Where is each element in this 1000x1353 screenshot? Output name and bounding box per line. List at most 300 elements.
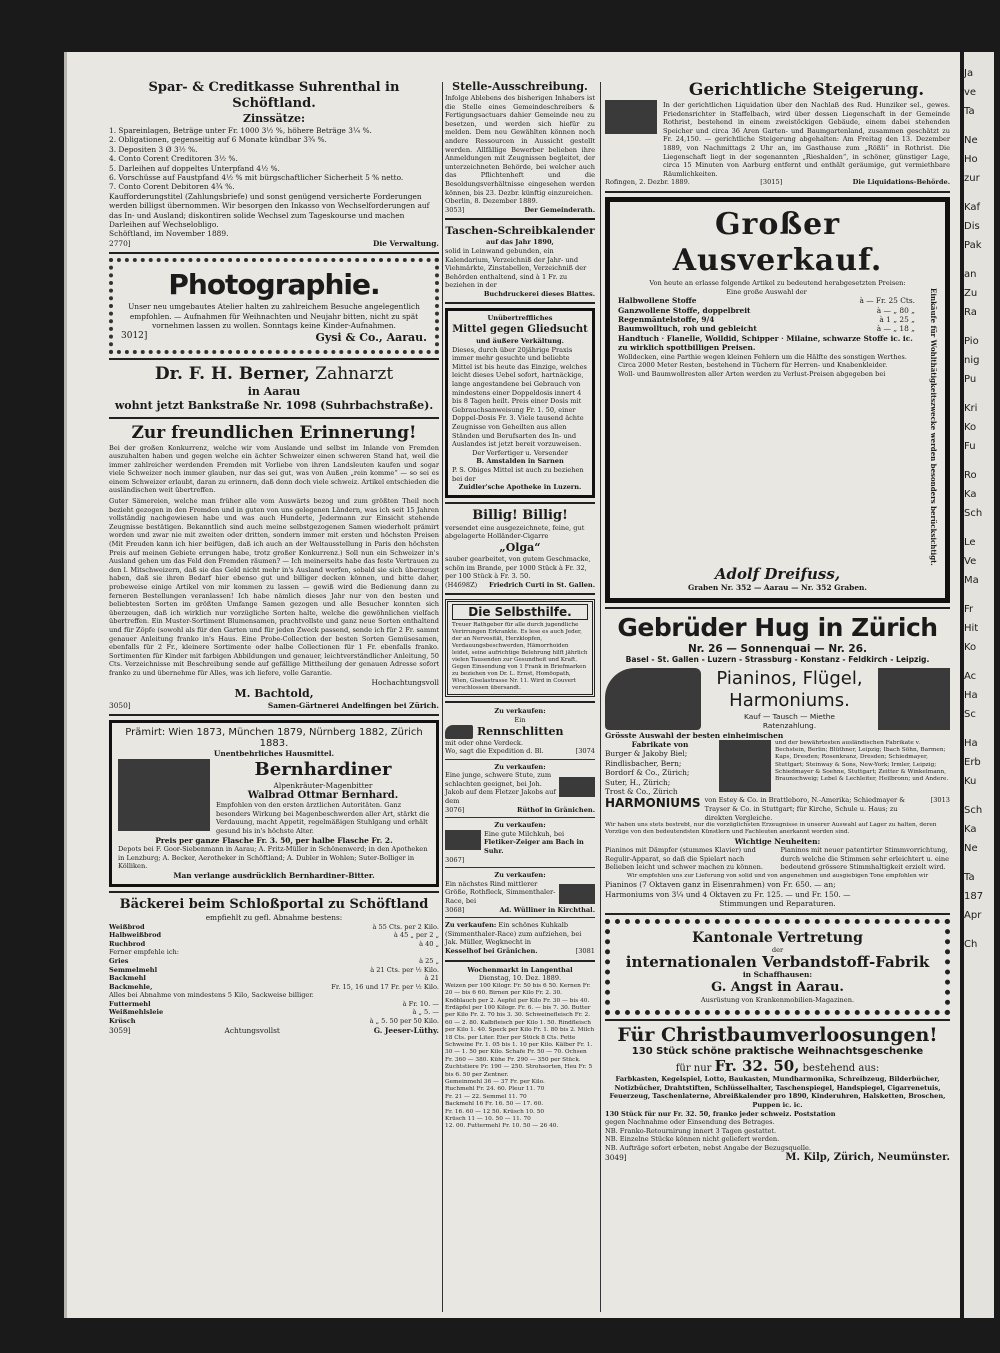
photo-sign: Gysi & Co., Aarau. <box>315 330 427 344</box>
item-name: Halbwollene Stoffe <box>618 296 697 306</box>
markt-row: 12. 00. Futtermehl Fr. 10. 50 — 26 40. <box>445 1123 559 1130</box>
monastery-illustration <box>118 759 210 831</box>
kuh2-sign: Ad. Wülliner in Kirchthal. <box>499 905 595 914</box>
verband-sub: Ausrüstung von Krankenmobilien-Magazinen. <box>700 995 855 1004</box>
ausverkauf-w1: Wolldecken, eine Parthie wegen kleinen Fehlern um die Hälfte des sonstigen Werthes. <box>618 352 907 361</box>
christbaum-price-row <box>605 1057 950 1075</box>
kuh2-body: Ein nächstes Rind mittlerer Größe, Rothfleck, Simmenthaler-Race, bei <box>445 879 556 905</box>
christbaum-footer <box>605 1153 950 1162</box>
markt-title: Wochenmarkt in Langenthal <box>467 965 573 974</box>
sleigh-illustration <box>445 725 473 739</box>
item-price: à 1 „ 25 „ <box>879 314 915 324</box>
column-rule <box>600 82 601 1312</box>
item-name: Halbweißbrod <box>109 931 162 940</box>
kuh3-footer <box>445 947 595 956</box>
ausverkauf-items <box>618 296 915 334</box>
kuh3-ad <box>445 921 595 955</box>
ad-number: 3012] <box>121 330 148 341</box>
edge-fragment: ve <box>964 87 977 98</box>
glieder-apo: Zuidler'sche Apotheke in Luzern. <box>458 483 582 492</box>
steigerung-place: Rofingen, 2. Dezbr. 1889. <box>605 178 690 187</box>
kuh2-ad <box>445 871 595 914</box>
list-item <box>109 957 439 966</box>
berner-addr: wohnt jetzt Bankstraße Nr. 1098 (Suhrbachstraße). <box>114 398 434 412</box>
selbsthilfe-body: Treuer Rathgeber für alle durch jugendliche Verirrungen Erkrankte. Es lese es auch Jeder, der an Nervosität, Herzklopfen, Verdauungsbeschwerden, Hämorrhoiden leidet, seine aufrichtige Belehrung hilft jährlich vielen Tausenden zur Gesundheit und Kraft. Gegen Einsendung von 1 Frank in Briefmarken zu beziehen von Dr. L. Ernst, Homöopath, Wien, Giselastrasse Nr. 11. Wird in Couvert verschlossen übersandt. <box>452 622 588 692</box>
baeckerei-footer <box>109 1026 439 1035</box>
fuchs-footer <box>445 806 595 815</box>
item-name: Futtermehl <box>109 999 151 1008</box>
ad-number: 3076] <box>445 805 465 814</box>
item-name: Weißbrod <box>109 922 145 931</box>
billig-body2: sauber gearbeitet, von gutem Geschmacke, schön im Brande, per 1000 Stück à Fr. 32, per 100 Stück à Fr. 3. 50. <box>445 554 591 581</box>
bernhard-maker: Walbrad Ottmar Bernhard. <box>247 790 399 802</box>
edge-fragment: Ta <box>964 872 975 883</box>
item-price: à 21 <box>424 974 439 983</box>
glieder-title: Mittel gegen Gliedsucht <box>452 324 588 336</box>
baeckerei-ad <box>109 897 439 1035</box>
christbaum-sub: 130 Stück schöne praktische Weihnachtsgeschenke <box>631 1046 924 1058</box>
erinnerung-p2: Guter Sämereien, welche man früher alle vom Auswärts bezog und zum größten Theil noch bezieht gezogen in den Fremden und in guten von uns gelegenen Ländern, was ich seit 15 Jahren vollständig nachgewiesen habe und was auch Hunderte, Jedermann zur Einsicht stehende Zeugnisse bestätigen. Bekanntlich sind auch meine selbstgezogenen Samen wiederholt prämirt worden und zwar nie mit zweiten oder dritten, sondern immer mit ersten und höchsten Preisen (Mit Freuden kann ich hier beifügen, daß ich auch an der Weltausstellung in Paris den höchsten Preis auf meinen Gebiete errungen habe, trotz großer Konkurrenz.) Soll nun ein Schweizer in's Ausland gehen um das Feld den Fremden räumen? — Ich meinerseits habe das feste Vertrauen zu den l. Mitschweizern, daß sie das Geld nicht mehr in's Ausland werfen, sobald sie sich überzeugt haben, daß sie ihren Bedarf hier ebenso gut und billiger decken können, und bitte daher, probeweise einige Artikel von mir kommen zu lassen — gewiß wird die Bedienung dann zu ferneren Bestellungen veranlassen! Ich habe nämlich dieses Jahr nur von den besten und beliebtesten Sorten im größten Umfange Samen gezogen und alle Besucher konnten sich überzeugen, daß ich wirklich nur vorzügliche Sorten halte, welche die gewöhnlichen vielfach übertreffen. Ein Muster-Sortiment Blumensamen, prachtvollste und ganz neue Sorten enthaltend und für Zöpfe (sowohl als für den Garten und für jeden Zweck passend, sende ich für 2 Fr. sammt genauer Anleitung franko in's Haus. Eine Probe-Collection der besten Sorten Gemüsesamen, ebenfalls für 2 Fr., kleinere Sortimente oder halbe Collectionen für 1 Fr. ebenfalls franko. Sortimenten für Kinder mit farbigen Abbildungen und genauer, leichtverständlicher Anleitung, 50 Cts. Verzeichnisse mit Beschreibung sende auf gefällige Mittheilung der genauen Adresse sofort franko zu und übernehme für Alles, was ich liefere, volle Garantie. <box>109 497 439 677</box>
hug-pianos <box>605 668 950 731</box>
fuchs-sign: Rüthof in Gränichen. <box>516 805 595 814</box>
item-price: à — „ 18 „ <box>876 324 915 334</box>
hug-neu5: Stimmungen und Reparaturen. <box>719 899 836 909</box>
bernhard-depots: Depots bei F. Goor-Siebenmann in Aarau; A. Fritz-Müller in Schönenwerd; in den Apotheken in Lenzburg; A. Becker, Aerotheker in Schöftland; A. Dubler in Wohlen; Suter-Bolliger in Kölliken. <box>118 844 428 871</box>
edge-fragment: Pio <box>964 336 979 347</box>
photo-ad <box>109 258 439 353</box>
item-price: à 45 „ per 2 „ <box>393 931 439 940</box>
column-rule <box>442 82 443 1312</box>
billig-body: versendet eine ausgezeichnete, feine, gut abgelagerte Holländer-Cigarre <box>445 523 585 541</box>
hug-note: Wir haben uns stets bestrebt, nur die vorzüglichsten Erzeugnisse in unserer Auswahl auf Lager zu halten, deren Vorzüge von den bedeutendsten Künstlern und Fachleuten anerkannt worden sind. <box>605 822 937 836</box>
hug-neu2: Wir empfehlen uns zur Lieferung von solid und von angenehmen und ausgiebigen Tone empfohlen wir <box>626 872 929 879</box>
divider <box>445 593 595 595</box>
maker-item: Rindlisbacher, Bern; <box>605 758 682 768</box>
edge-fragment: Sc <box>964 709 976 720</box>
verband-name: G. Angst in Aarau. <box>711 979 844 995</box>
item-price: à Fr. 10. — <box>402 999 439 1008</box>
kalender-title: Taschen-Schreibkalender <box>445 225 595 238</box>
erinnerung-footer <box>109 701 439 710</box>
christbaum-sign: M. Kilp, Zürich, Neumünster. <box>785 1151 950 1163</box>
christbaum-nb: NB. Einzelne Stücke können nicht geliefert werden. <box>605 1135 780 1144</box>
christbaum-pay: gegen Nachnahme oder Einsendung des Betrages. <box>605 1118 775 1127</box>
item-name: Alles bei Abnahme von mindestens 5 Kilo, Sackweise billiger. <box>109 991 314 1000</box>
berner-place: in Aarau <box>247 384 301 398</box>
divider <box>445 817 595 818</box>
ad-number: 3050] <box>109 700 131 710</box>
baeckerei-list <box>109 923 439 1026</box>
stelle-footer <box>445 206 595 215</box>
hug-rate: Ratenzahlung. <box>762 721 817 731</box>
schlitten-footer <box>445 747 595 756</box>
edge-fragment: nig <box>964 355 980 366</box>
hug-h2: Harmoniums. <box>729 689 850 711</box>
edge-fragment: Le <box>964 537 976 548</box>
spar-item: 3. Depositen 3 Ø 3½ %. <box>109 144 198 154</box>
cow-illustration <box>559 884 595 904</box>
berner-job: Zahnarzt <box>315 363 394 384</box>
hug-fabrik: Fabrikate von <box>631 739 689 749</box>
edge-fragment: Ta <box>964 106 975 117</box>
column-left <box>109 80 439 1035</box>
edge-fragment: Ka <box>964 489 977 500</box>
christbaum-nb: NB. Aufträge sofort erbeten, nebst Angabe der Bezugsquelle. <box>605 1143 811 1152</box>
fuchs-head: Zu verkaufen: <box>494 762 546 771</box>
item-price: à — Fr. 25 Cts. <box>859 296 915 306</box>
spar-item: 6. Vorschüsse auf Faustpfand 4½ % mit bürgschaftlicher Sicherheit 5 % netto. <box>109 173 404 183</box>
photo-body: Unser neu umgebautes Atelier halten zu zahlreichem Besuche angelegentlich empfohlen. — Aufnahmen für Weihnachten und Neujahr bitten, nicht zu spät vornehmen lassen zu wollen. Sonntags keine Kinder-Aufnahmen. <box>128 302 420 331</box>
bernhard-prize: Prämirt: Wien 1873, München 1879, Nürnberg 1882, Zürich 1883. <box>125 727 423 750</box>
divider <box>445 218 595 220</box>
edge-fragment: 187 <box>964 891 984 902</box>
item-price: à 25 „ <box>419 956 439 965</box>
bernhard-warn: Man verlange ausdrücklich Bernhardiner-Bitter. <box>173 870 375 880</box>
list-item <box>109 983 439 992</box>
item-name: Ruchbrod <box>109 939 146 948</box>
ad-number: [3013 <box>930 796 950 805</box>
edge-fragment: Ha <box>964 690 978 701</box>
bernhard-price: Preis per ganze Flasche Fr. 3. 50, per halbe Flasche Fr. 2. <box>155 835 393 845</box>
schlitten-body: mit oder ohne Verdeck. <box>445 738 524 747</box>
verband-title1: Kantonale Vertretung <box>692 929 863 946</box>
schlitten-row <box>445 725 595 739</box>
erinnerung-p1: Bei der großen Konkurrenz, welche wir vom Auslande und selbst im Inlande von Fremden auszuhalten haben und gegen welche ein ächter Schweizer einen schweren Stand hat, weil die immer zahlreicher werdenden Fremden mit Vorliebe von ihren Landsleuten kaufen und sogar viele Schweizer noch immer glauben, nur das sei gut, was von Außen „rein komme“ — so sei es einem Schweizer erlaubt, daran zu erinnern, daß denn doch viele schweiz. Artikel entschieden die ausländischen weit übertreffen. <box>109 443 439 495</box>
kuh1-ad <box>445 821 595 864</box>
spar-footer <box>109 239 439 248</box>
glieder-ad <box>445 308 595 497</box>
bernhard-body: Empfohlen von den ersten ärztlichen Autoritäten. Ganz besonders Wirkung bei Magenbeschwerden aller Art, stärkt die Verdauung, macht Appetit, regelmäßigen Stuhlgang und erhält gesund bis in's höchste Alter. <box>216 801 430 835</box>
fuchs-row <box>445 771 595 805</box>
hug-harm: von Estey & Co. in Brattleboro, N.-Amerika; Schiedmayer & Trayser & Co. in Stuttgart; für Kirche, Schule u. Haus; zu direkten Vergleiche. <box>704 796 906 822</box>
verband-title2: internationalen Verbandstoff-Fabrik <box>625 953 930 972</box>
divider <box>605 1019 950 1021</box>
markt-rows <box>445 1079 595 1131</box>
edge-fragment: Fr <box>964 604 974 615</box>
fuchs-ad <box>445 763 595 815</box>
steigerung-head <box>605 80 950 178</box>
list-item <box>618 315 915 324</box>
divider <box>109 891 439 893</box>
divider <box>445 502 595 504</box>
christbaum-offer: 130 Stück für nur Fr. 32. 50, franko jeder schweiz. Poststation <box>605 1109 836 1118</box>
item-name: Backmehle, <box>109 982 153 991</box>
edge-fragment: zur <box>964 173 980 184</box>
divider <box>445 960 595 962</box>
list-item <box>109 991 439 1000</box>
ausverkauf-side: Einkäufe für Wohlthätigkeitszwecke werden besonders berücksichtigt. <box>929 287 938 566</box>
edge-fragment: Ha <box>964 738 978 749</box>
verband-ad <box>605 919 950 1016</box>
list-item <box>109 931 439 940</box>
item-price: à — „ 80 „ <box>876 305 915 315</box>
glieder-head: Unübertreffliches <box>487 314 553 323</box>
hug-kauf: Kauf — Tausch — Miethe <box>744 711 835 721</box>
hug-makers-row <box>605 740 950 796</box>
hug-neu-row <box>605 846 950 872</box>
stelle-title: Stelle-Ausschreibung. <box>452 80 588 93</box>
markt-row: Backmehl 16 Fr. 16. 50 — 17. 60. <box>445 1101 544 1108</box>
item-price: à „ 5. 50 per 50 Kilo. <box>369 1017 439 1026</box>
divider <box>445 701 595 703</box>
item-name: Baumwolltuch, roh und gebleicht <box>618 324 757 334</box>
list-item <box>109 1017 439 1026</box>
edge-fragment: Ch <box>964 939 978 950</box>
stelle-sign: Der Gemeinderath. <box>524 205 595 214</box>
item-name: Ganzwollene Stoffe, doppelbreit <box>618 305 751 315</box>
harmonium-illustration <box>719 740 771 792</box>
edge-fragment: Ma <box>964 575 979 586</box>
spar-item: 4. Conto Corent Creditoren 3½ %. <box>109 154 238 164</box>
schlitten-sub: Ein <box>514 715 526 724</box>
edge-fragment: Sch <box>964 805 983 816</box>
kuh3-place: Kesselhof bei Gränichen. <box>445 946 538 955</box>
erinnerung-name: M. Bachtold, <box>234 686 314 700</box>
markt-row: Fr. 16. 60 — 12 50. Krüsch 10. 50 <box>445 1108 545 1115</box>
spar-subtitle: Zinssätze: <box>242 112 306 125</box>
glieder-note: P. S. Obiges Mittel ist auch zu beziehen bei der <box>452 465 584 483</box>
divider <box>109 358 439 360</box>
list-item <box>109 966 439 975</box>
edge-fragment: Hit <box>964 623 979 634</box>
spar-title: Spar- & Creditkasse Suhrenthal in Schöftland. <box>148 80 400 111</box>
christbaum-price-pre: für nur <box>675 1063 712 1075</box>
markt-row: Ruchmehl Fr. 24. 60. Pleur 11. 70 <box>445 1086 545 1093</box>
maker-item: Suter, H., Zürich; <box>605 777 671 787</box>
verband-city: in Schaffhausen: <box>742 970 813 980</box>
berner-header <box>109 364 439 385</box>
steigerung-footer <box>605 178 950 187</box>
schlitten-head: Zu verkaufen: <box>494 707 546 716</box>
edge-fragment: Kaf <box>964 202 981 213</box>
steigerung-sign: Die Liquidations-Behörde. <box>852 178 950 187</box>
markt-date: Dienstag, 10. Dez. 1889. <box>478 974 562 983</box>
edge-fragment: Pu <box>964 374 977 385</box>
kuh1-body: Eine gute Milchkuh, bei <box>484 829 565 838</box>
hug-addr: Nr. 26 — Sonnenquai — Nr. 26. <box>687 642 868 655</box>
edge-fragment: Ve <box>964 556 977 567</box>
divider <box>605 191 950 193</box>
maker-item: Bordorf & Co., Zürich; <box>605 768 690 778</box>
steigerung-ad <box>605 80 950 187</box>
item-price: Fr. 15, 16 und 17 Fr. per ½ Kilo. <box>331 982 439 991</box>
christbaum-price: Fr. 32. 50, <box>714 1057 800 1076</box>
hug-foreign: und der bewährtesten ausländischen Fabrikate v. Bechstein, Berlin; Blüthner, Leipzig; Ibach Söhn, Barmen; Kaps, Dresden; Rosenkranz, Dresden; Schiedmayer, Stuttgart; Steinway & Sons, New-York; Irmler, Leipzig; Schiedmayer & Soehne, Stuttgart; Zeitter & Winkelmann, Braunschweig; Lebel & Lechleiter, Heilbronn; und Andere. <box>775 739 949 782</box>
erinnerung-ad <box>109 423 439 711</box>
list-item <box>109 974 439 983</box>
maker-item: Trost & Co., Zürich <box>605 786 678 796</box>
steigerung-title: Gerichtliche Steigerung. <box>688 80 925 100</box>
kuh3-body: Ein schönes Kuhkalb (Simmenthaler-Race) zum aufziehen, bei Jak. Müller, Wegknecht in <box>445 921 582 947</box>
divider <box>445 302 595 304</box>
cow-illustration <box>445 830 481 850</box>
edge-fragment: Ka <box>964 824 977 835</box>
ad-number: 3067] <box>445 855 465 864</box>
kuh1-name: Fletiker-Zeiger am Bach in Suhr. <box>484 838 584 856</box>
list-item <box>618 306 915 315</box>
edge-fragment: Pak <box>964 240 982 251</box>
kuh3-text <box>445 921 595 947</box>
ad-number: 3059] <box>109 1025 131 1035</box>
edge-fragment: Apr <box>964 910 982 921</box>
divider <box>445 759 595 760</box>
christbaum-price-post: bestehend aus: <box>802 1063 880 1075</box>
horse-illustration <box>559 777 595 797</box>
list-item <box>109 1000 439 1009</box>
schlitten-title: Rennschlitten <box>477 725 564 738</box>
adjacent-page-edge <box>964 52 994 1318</box>
kuh1-row <box>445 830 595 856</box>
hug-title: Gebrüder Hug in Zürich <box>617 612 938 642</box>
billig-ad <box>445 508 595 590</box>
baeckerei-sign: G. Jeeser-Lüthy. <box>373 1025 439 1035</box>
divider <box>445 917 595 918</box>
bernhard-sub: Alpenkräuter-Magenbitter <box>273 780 373 790</box>
list-item <box>109 923 439 932</box>
ad-number: 3049] <box>605 1152 627 1162</box>
list-item <box>618 324 915 333</box>
ausverkauf-list2: Handtuch · Flanelle, Wolldid, Schipper · Milaine, schwarze Stoffe ic. ic. zu wirklich spottbilligen Preisen. <box>618 333 913 353</box>
spar-place: Schöftland, im November 1889. <box>109 229 229 239</box>
kalender-year: auf das Jahr 1890, <box>486 238 554 247</box>
kuh1-head: Zu verkaufen: <box>494 821 546 830</box>
hug-neu-title: Wichtige Neuheiten: <box>734 836 821 846</box>
kuh1-text <box>484 830 595 856</box>
ad-number: 3068] <box>445 905 465 914</box>
list-item <box>109 940 439 949</box>
christbaum-ad <box>605 1025 950 1162</box>
item-price: à „ 5. — <box>412 1008 439 1017</box>
edge-fragment: Erb <box>964 757 981 768</box>
kuh3-head: Zu verkaufen: <box>445 921 497 930</box>
spar-body: Kaufforderungstitel (Zahlungsbriefe) und sonst genügend versicherte Forderungen werden billigst übernommen. Wir besorgen den Inkasso von Wechselforderungen auf das In- und Ausland; diskontiren solide Wechsel zum Tageskourse und machen Darleihen auf Wechselobligo. <box>109 191 430 230</box>
hug-neu1b: Pianinos mit neuer patentirter Stimmvorrichtung, durch welche die Stimmen sehr erleichtert u. eine bedeutend grössere Stimmhaltigkeit erzielt wird. <box>780 845 950 872</box>
markt-row: Fr. 21 — 22. Semmel 11. 70 <box>445 1093 527 1100</box>
glieder-body: Dieses, durch über 20jährige Praxis immer mehr gesuchte und beliebte Mittel ist bis heute das Einzige, welches leicht dieses Uebel sofort, hartnäckige, lange angestandene bei Gebrauch von mindestens einer Doppeldosis innert 4 bis 8 Tagen heilt. Preis einer Dosis mit Gebrauchsanweisung Fr. 1. 50, einer Doppel-Dosis Fr. 3. Viele tausend ächte Zeugnisse von Geheilten aus allen Ständen und Berufsarten des In- und Auslandes ist jetzt bereit vorzuweisen. <box>452 345 587 449</box>
item-price: à 55 Cts. per 2 Kilo. <box>372 922 439 931</box>
hug-ad <box>605 613 950 909</box>
steigerung-body: In der gerichtlichen Liquidation über den Nachlaß des Rud. Hunziker sel., gewes. Friedensrichter in Staffelbach, wird über dessen Liegenschaft in der Gemeinde Rothrist, bestehend in einem zweistöckigen Gebäude, einem dabei stehenden Speicher und circa 36 Aren Garten- und Baumgartenland, zusammen geschätzt zu Fr. 24,150. — gerichtliche Steigerung abgehalten: Am Freitag den 13. Dezember 1889, von Nachmittags 2 Uhr an, im Gasthause zum „Rößli“ in Rothrist. Die Liegenschaft liegt in der sogenannten „Rieshalden“, in schöner, günstiger Lage, circa 15 Minuten von Aarburg entfernt und enthält geräumige, gut vermiethbare Räumlichkeiten. <box>663 101 950 178</box>
edge-fragment: Ko <box>964 642 977 653</box>
berner-ad <box>109 364 439 413</box>
stelle-ad <box>445 80 595 214</box>
divider <box>109 714 439 716</box>
verband-der: der <box>771 945 784 954</box>
glieder-maker: Der Verfertiger u. Versender <box>472 448 568 457</box>
spar-items <box>109 126 439 192</box>
hug-cities: Basel - St. Gallen - Luzern - Strassburg - Konstanz - Feldkirch - Leipzig. <box>625 654 930 664</box>
divider <box>109 252 439 254</box>
schlitten-ad <box>445 707 595 755</box>
spar-item: 7. Conto Corent Debitoren 4¾ %. <box>109 182 235 192</box>
erinnerung-title: Zur freundlichen Erinnerung! <box>131 422 417 443</box>
hug-h1: Pianinos, Flügel, <box>716 667 863 689</box>
divider <box>445 867 595 868</box>
column-middle <box>445 80 595 1131</box>
ad-number: [3074 <box>575 747 595 756</box>
ausverkauf-name: Adolf Dreifuss, <box>714 565 841 584</box>
kalender-body: solid in Leinwand gebunden, ein Kalendarium, Verzeichniß der Jahr- und Viehmärkte, Zinstabellen, Verzeichniß der Behörden enthaltend, sind à 1 Fr. zu beziehen in der <box>445 246 587 290</box>
edge-fragment: Zu <box>964 288 978 299</box>
newspaper-page <box>64 52 960 1318</box>
item-name: Regenmäntelstoffe, 9/4 <box>618 314 715 324</box>
edge-fragment: Ac <box>964 671 977 682</box>
steigerung-text <box>663 80 950 178</box>
kuh2-head: Zu verkaufen: <box>494 871 546 880</box>
edge-fragment: Kri <box>964 403 978 414</box>
christbaum-nb: NB. Franko-Retournirung innert 3 Tagen gestattet. <box>605 1126 777 1135</box>
bernhard-tag: Unentbehrliches Hausmittel. <box>213 749 335 759</box>
ad-number: [3081 <box>575 946 595 955</box>
edge-fragment: Ku <box>964 776 977 787</box>
stelle-place: Oberlin, 8. Dezember 1889. <box>445 197 538 206</box>
hug-makers <box>605 740 715 796</box>
ad-number: 3053] <box>445 205 465 214</box>
edge-fragment: Sch <box>964 508 983 519</box>
ausverkauf-list <box>618 288 915 566</box>
selbsthilfe-ad <box>445 599 595 697</box>
ausverkauf-intro: Von heute an erlasse folgende Artikel zu bedeutend herabgesetzten Preisen: <box>649 278 906 287</box>
ausverkauf-w3: Woll- und Baumwollresten aller Arten werden zu Verlust-Preisen abgegeben bei <box>618 369 886 378</box>
list-item <box>109 948 439 957</box>
maker-item: Burger & Jakoby Biel; <box>605 749 688 759</box>
ausverkauf-w2: Circa 2000 Meter Resten, bestehend in Tüchern für Herren- und Knabenkleider. <box>618 361 888 370</box>
ausverkauf-sub: Eine große Auswahl der <box>726 287 807 296</box>
ausverkauf-addr: Graben Nr. 352 — Aarau — Nr. 352 Graben. <box>688 583 867 593</box>
kuh2-row <box>445 880 595 906</box>
item-name: Gries <box>109 956 129 965</box>
item-name: Krüsch <box>109 1017 136 1026</box>
billig-title: Billig! Billig! <box>472 507 568 523</box>
spar-item: 5. Darleihen auf doppeltes Unterpfand 4½ %. <box>109 163 280 173</box>
spar-item: 2. Obligationen, gegenseitig auf 6 Monate kündbar 3¾ %. <box>109 135 327 145</box>
hug-harm-label: HARMONIUMS <box>605 796 701 811</box>
erinnerung-firm: Samen-Gärtnerei Andelfingen bei Zürich. <box>267 700 439 710</box>
schlitten-where: Wo, sagt die Expedition d. Bl. <box>445 747 544 756</box>
item-name: Backmehl <box>109 974 146 983</box>
edge-fragment: Ne <box>964 135 978 146</box>
ad-number: (H4698Z) <box>445 580 478 589</box>
bernhard-main <box>118 759 430 836</box>
edge-fragment: Ho <box>964 154 978 165</box>
item-name: Semmelmehl <box>109 965 158 974</box>
markt-row: Krüsch 11 — 10. 50 — 11. 70 <box>445 1116 531 1123</box>
billig-sign: Friedrich Curti in St. Gallen. <box>489 580 595 589</box>
ausverkauf-ad <box>605 197 950 603</box>
kalender-sign: Buchdruckerei dieses Blattes. <box>483 289 595 298</box>
hug-auswahl: Grösste Auswahl der besten einheimischen <box>605 730 784 740</box>
edge-fragment: an <box>964 269 977 280</box>
photo-title: Photographie. <box>168 268 380 302</box>
spar-sign: Die Verwaltung. <box>372 238 439 248</box>
glieder-name: B. Amstalden in Sarnen <box>476 457 564 466</box>
ad-number: [3015] <box>760 178 783 187</box>
item-price: à 21 Cts. per ½ Kilo. <box>370 965 439 974</box>
baeckerei-greet: Achtungsvollst <box>224 1025 280 1035</box>
glieder-sub: und äußere Verkältung. <box>476 337 564 346</box>
column-right <box>605 80 950 1162</box>
hug-harm-row <box>605 796 950 822</box>
markt-row: Gemeinmehl 36 — 37 Fr. per Kilo. <box>445 1079 545 1086</box>
ad-number: 2770] <box>109 238 131 248</box>
hug-neu1: Pianinos mit Dämpfer (stummes Klavier) und Regulir-Apparat, so daß die Spielart nach Belieben leicht und schwer machen zu können. <box>605 845 763 872</box>
ausverkauf-title: Großer Ausverkauf. <box>672 206 883 278</box>
billig-brand: „Olga“ <box>499 540 541 554</box>
billig-footer <box>445 581 595 590</box>
edge-fragment: Ko <box>964 422 977 433</box>
house-illustration <box>605 100 657 134</box>
markt-section <box>445 966 595 1131</box>
